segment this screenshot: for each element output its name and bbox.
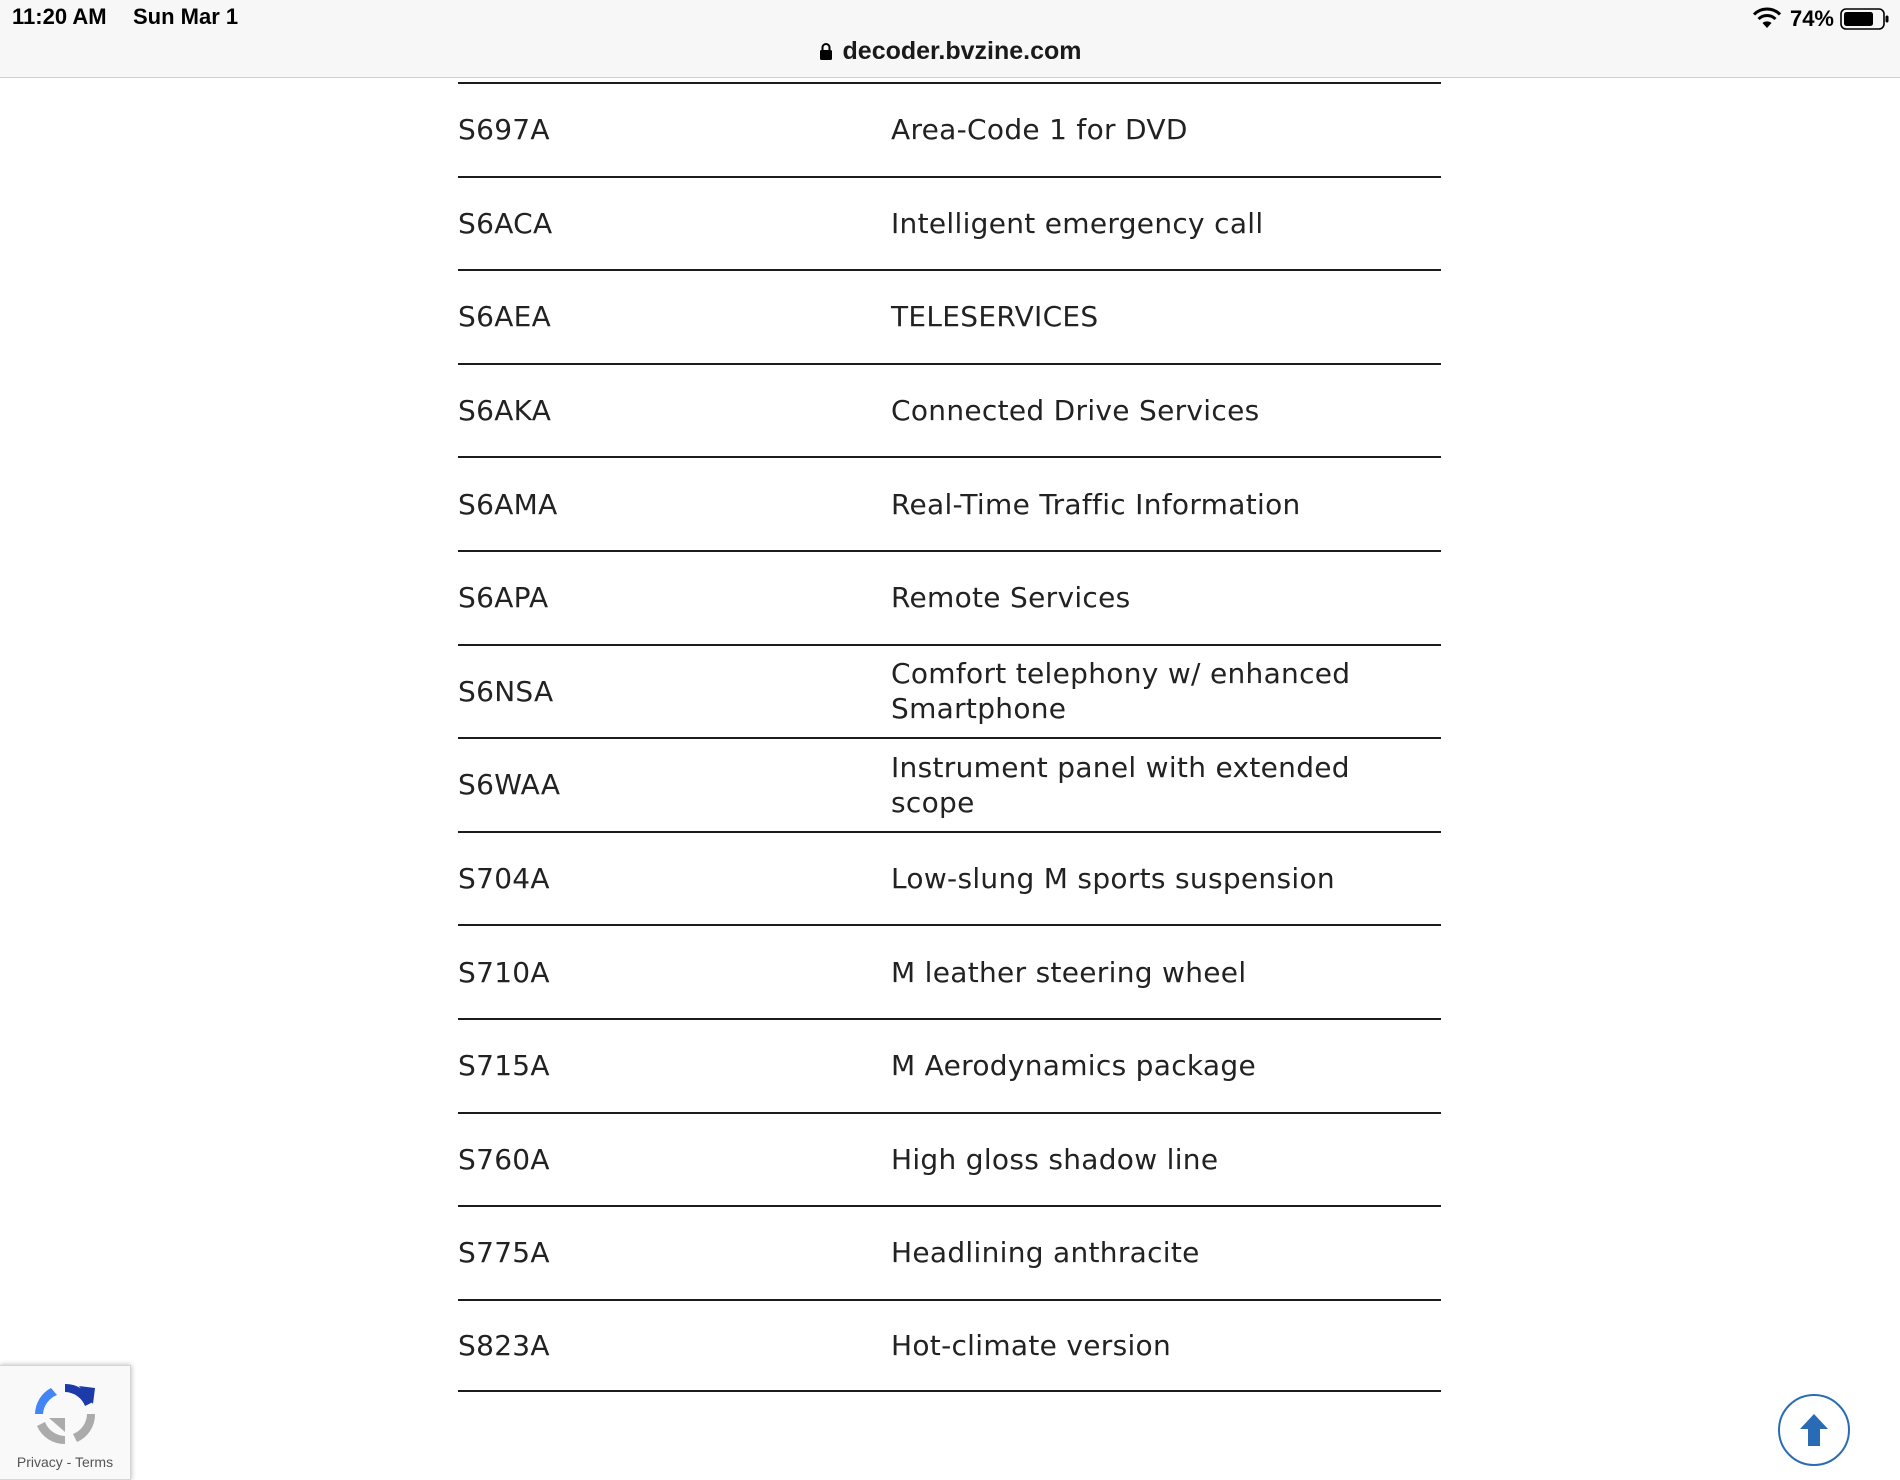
url-text: decoder.bvzine.com [842, 36, 1082, 65]
table-row [458, 644, 1441, 738]
table-row [458, 269, 1441, 363]
status-time: 11:20 AM [12, 4, 107, 29]
option-description: Intelligent emergency call [891, 206, 1264, 240]
option-code: S710A [458, 955, 550, 989]
option-description: Headlining anthracite [891, 1236, 1200, 1270]
table-row [458, 82, 1441, 176]
page-content [0, 78, 1900, 1470]
table-row [458, 831, 1441, 925]
recaptcha-badge[interactable] [0, 1365, 131, 1480]
option-description: Comfort telephony w/ enhanced Smartphone [891, 657, 1351, 726]
option-description: Connected Drive Services [891, 394, 1260, 428]
options-table [458, 82, 1441, 1392]
option-description: TELESERVICES [891, 300, 1099, 334]
address-bar[interactable] [0, 33, 1900, 69]
scroll-to-top-button[interactable] [1778, 1394, 1850, 1466]
option-code: S6AMA [458, 487, 558, 521]
option-code: S6WAA [458, 768, 561, 802]
option-description: Area-Code 1 for DVD [891, 113, 1188, 147]
option-code: S704A [458, 862, 550, 896]
option-code: S6APA [458, 581, 549, 615]
option-code: S6NSA [458, 674, 554, 708]
option-code: S775A [458, 1236, 550, 1270]
option-description: M Aerodynamics package [891, 1049, 1256, 1083]
link-separator: - [62, 1454, 75, 1470]
option-description: Remote Services [891, 581, 1131, 615]
option-description: Hot-climate version [891, 1329, 1172, 1363]
option-code: S823A [458, 1329, 550, 1363]
table-row [458, 737, 1441, 831]
privacy-link[interactable]: Privacy [16, 1454, 63, 1470]
status-indicators [1752, 5, 1890, 33]
option-code: S6ACA [458, 206, 553, 240]
option-code: S6AKA [458, 394, 552, 428]
recaptcha-links [0, 1454, 130, 1470]
table-row [458, 1112, 1441, 1206]
option-description: Real-Time Traffic Information [891, 487, 1301, 521]
recaptcha-icon [27, 1376, 103, 1452]
battery-icon [1840, 7, 1890, 31]
table-row [458, 363, 1441, 457]
option-code: S697A [458, 113, 550, 147]
wifi-icon [1752, 8, 1782, 30]
option-description: Instrument panel with extended scope [891, 750, 1350, 819]
option-description: Low-slung M sports suspension [891, 862, 1335, 896]
status-date: Sun Mar 1 [133, 4, 239, 29]
table-row [458, 456, 1441, 550]
terms-link[interactable]: Terms [74, 1454, 114, 1470]
table-row [458, 176, 1441, 270]
arrow-up-icon [1796, 1410, 1832, 1450]
lock-icon [819, 42, 833, 61]
status-bar [0, 0, 1900, 78]
option-code: S6AEA [458, 300, 552, 334]
table-row [458, 1018, 1441, 1112]
table-row [458, 924, 1441, 1018]
table-row [458, 1205, 1441, 1299]
option-description: High gloss shadow line [891, 1142, 1219, 1176]
table-row [458, 550, 1441, 644]
battery-percentage: 74% [1789, 6, 1834, 31]
option-code: S760A [458, 1142, 550, 1176]
option-description: M leather steering wheel [891, 955, 1247, 989]
option-code: S715A [458, 1049, 550, 1083]
table-row [458, 1299, 1441, 1393]
